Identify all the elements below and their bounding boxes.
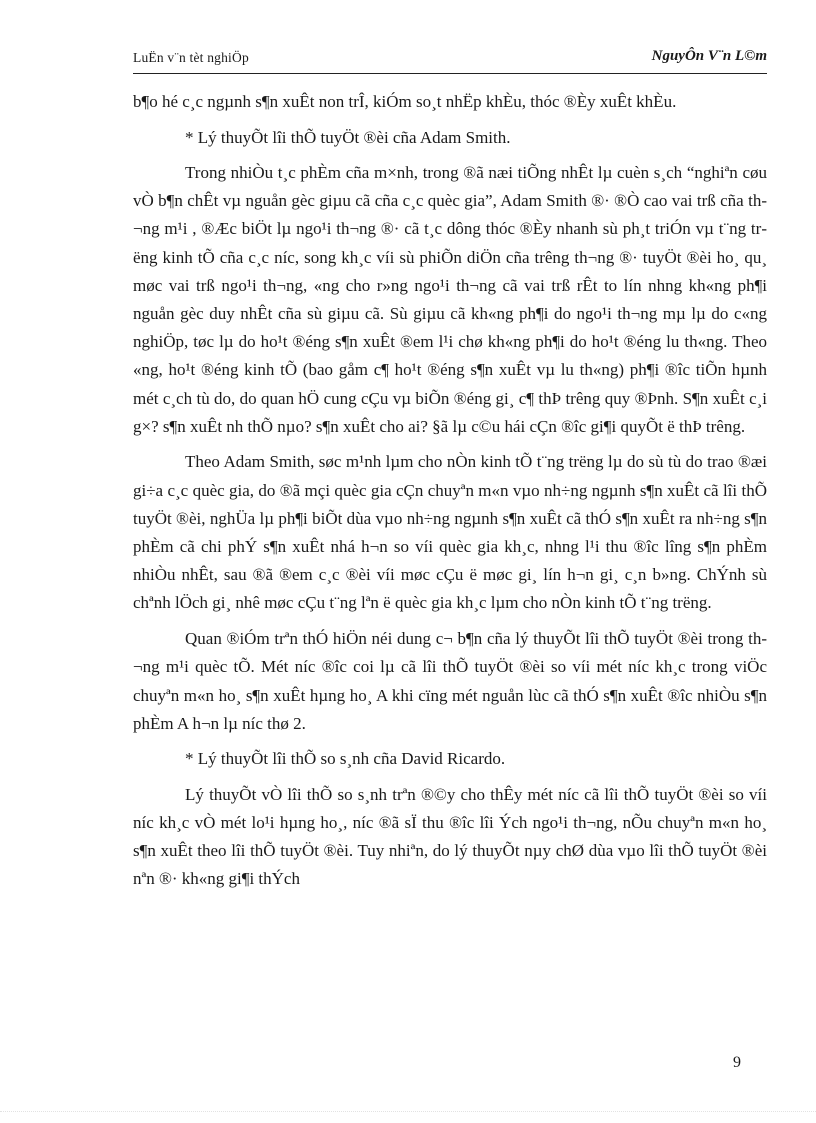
page-number: 9 (733, 1054, 741, 1071)
paragraph-continuation: b¶o hé c¸c ngµnh s¶n xuÊt non trÎ, kiÓm so¸t nhËp khÈu, thóc ®Èy xuÊt khÈu. (133, 92, 677, 111)
page-bottom-edge (0, 1111, 816, 1112)
header-divider (133, 73, 767, 74)
section-heading-comparative-advantage: * Lý thuyÕt lîi thÕ so s¸nh cña David Ricardo. (185, 749, 506, 769)
header-thesis-title: LuËn v¨n tèt nghiÖp (133, 50, 249, 65)
paragraph-adam-smith-trade: Trong nhiÒu t¸c phÈm cña m×nh, trong ®ã næi tiÕng nhÊt lµ cuèn s¸ch “nghiªn cøu vÒ b¶n chÊt vµ nguån gèc giµu cã cña c¸c quèc gia”, Adam Smith ®· ®Ò cao vai trß cña th¬ng m¹i , ®Æc biÖt lµ ngo¹i th¬ng ®· cã t¸c dông thóc ®Èy nhanh sù ph¸t triÓn vµ t¨ng trëng kinh tÕ cña c¸c níc, song kh¸c víi sù phiÕn diÖn cña trêng th¬ng ®· tuyÖt ®èi ho¸ qu¸ møc vai trß ngo¹i th¬ng, «ng cho r»ng ngo¹i th¬ng cã vai trß rÊt to lín nhng kh«ng ph¶i nguån gèc duy nhÊt cña sù giµu cã. Sù giµu cã kh«ng ph¶i do ngo¹i th¬ng mµ lµ do c«ng nghiÖp, tøc lµ do ho¹t ®éng s¶n xuÊt ®em l¹i chø kh«ng ph¶i do ho¹t ®éng lu th«ng. Theo «ng, ho¹t ®éng kinh tÕ (bao gåm c¶ ho¹t ®éng s¶n xuÊt vµ lu th«ng) ph¶i ®îc tiÕn hµnh mét c¸ch tù do, do quan hÖ cung cÇu vµ biÕn ®éng gi¸ c¶ thÞ trêng quy ®Þnh. S¶n xuÊt c¸i g×? s¶n xuÊt nh thÕ nµo? s¶n xuÊt cho ai? §ã lµ c©u hái cÇn ®îc gi¶i quyÕt ë thÞ trêng. (133, 162, 767, 436)
paragraph-absolute-advantage-definition: Quan ®iÓm trªn thÓ hiÖn néi dung c¬ b¶n cña lý thuyÕt lîi thÕ tuyÖt ®èi trong th¬ng m¹i quèc tÕ. Mét níc ®îc coi lµ cã lîi thÕ tuyÖt ®èi so víi mét níc kh¸c trong viÖc chuyªn m«n ho¸ s¶n xuÊt hµng ho¸ A khi cïng mét nguån lùc cã thÓ s¶n xuÊt ®îc nhiÒu s¶n phÈm A h¬n lµ níc thø 2. (133, 629, 767, 733)
paragraph-comparative-advantage: Lý thuyÕt vÒ lîi thÕ so s¸nh trªn ®©y cho thÊy mét níc cã lîi thÕ tuyÖt ®èi so víi níc kh¸c vÒ mét lo¹i hµng ho¸, níc ®ã sÏ thu ®îc lîi Ých ngo¹i th¬ng, nÕu chuyªn m«n ho¸ s¶n xuÊt theo lîi thÕ tuyÖt ®èi. Tuy nhiªn, do lý thuyÕt nµy chØ dùa vµo lîi thÕ tuyÖt ®èi nªn ®· kh«ng gi¶i thÝch (133, 784, 767, 889)
section-heading-absolute-advantage: * Lý thuyÕt lîi thÕ tuyÖt ®èi cña Adam Smith. (185, 127, 511, 147)
page-header (133, 46, 767, 76)
page-body (133, 88, 767, 901)
header-author-name: NguyÔn V¨n L©m (651, 48, 767, 64)
paragraph-adam-smith-growth: Theo Adam Smith, søc m¹nh lµm cho nÒn kinh tÕ t¨ng trëng lµ do sù tù do trao ®æi gi÷a c¸c quèc gia, do ®ã mçi quèc gia cÇn chuyªn m«n vµo nh÷ng ngµnh s¶n xuÊt cã lîi thÕ tuyÖt ®èi, nghÜa lµ ph¶i biÕt dùa vµo nh÷ng ngµnh s¶n xuÊt cã thÓ s¶n xuÊt ra nh÷ng s¶n phÈm cã chi phÝ s¶n xuÊt nhá h¬n so víi quèc gia kh¸c, nhng l¹i thu ®îc lîng s¶n phÈm nhiÒu nhÊt, sau ®ã ®em c¸c ®èi víi møc cÇu ë møc gi¸ lín h¬n gi¸ c¸n b»ng. ChÝnh sù chªnh lÖch gi¸ nhê møc cÇu t¨ng lªn ë quèc gia kh¸c lµm cho nÒn kinh tÕ t¨ng trëng. (133, 452, 767, 613)
